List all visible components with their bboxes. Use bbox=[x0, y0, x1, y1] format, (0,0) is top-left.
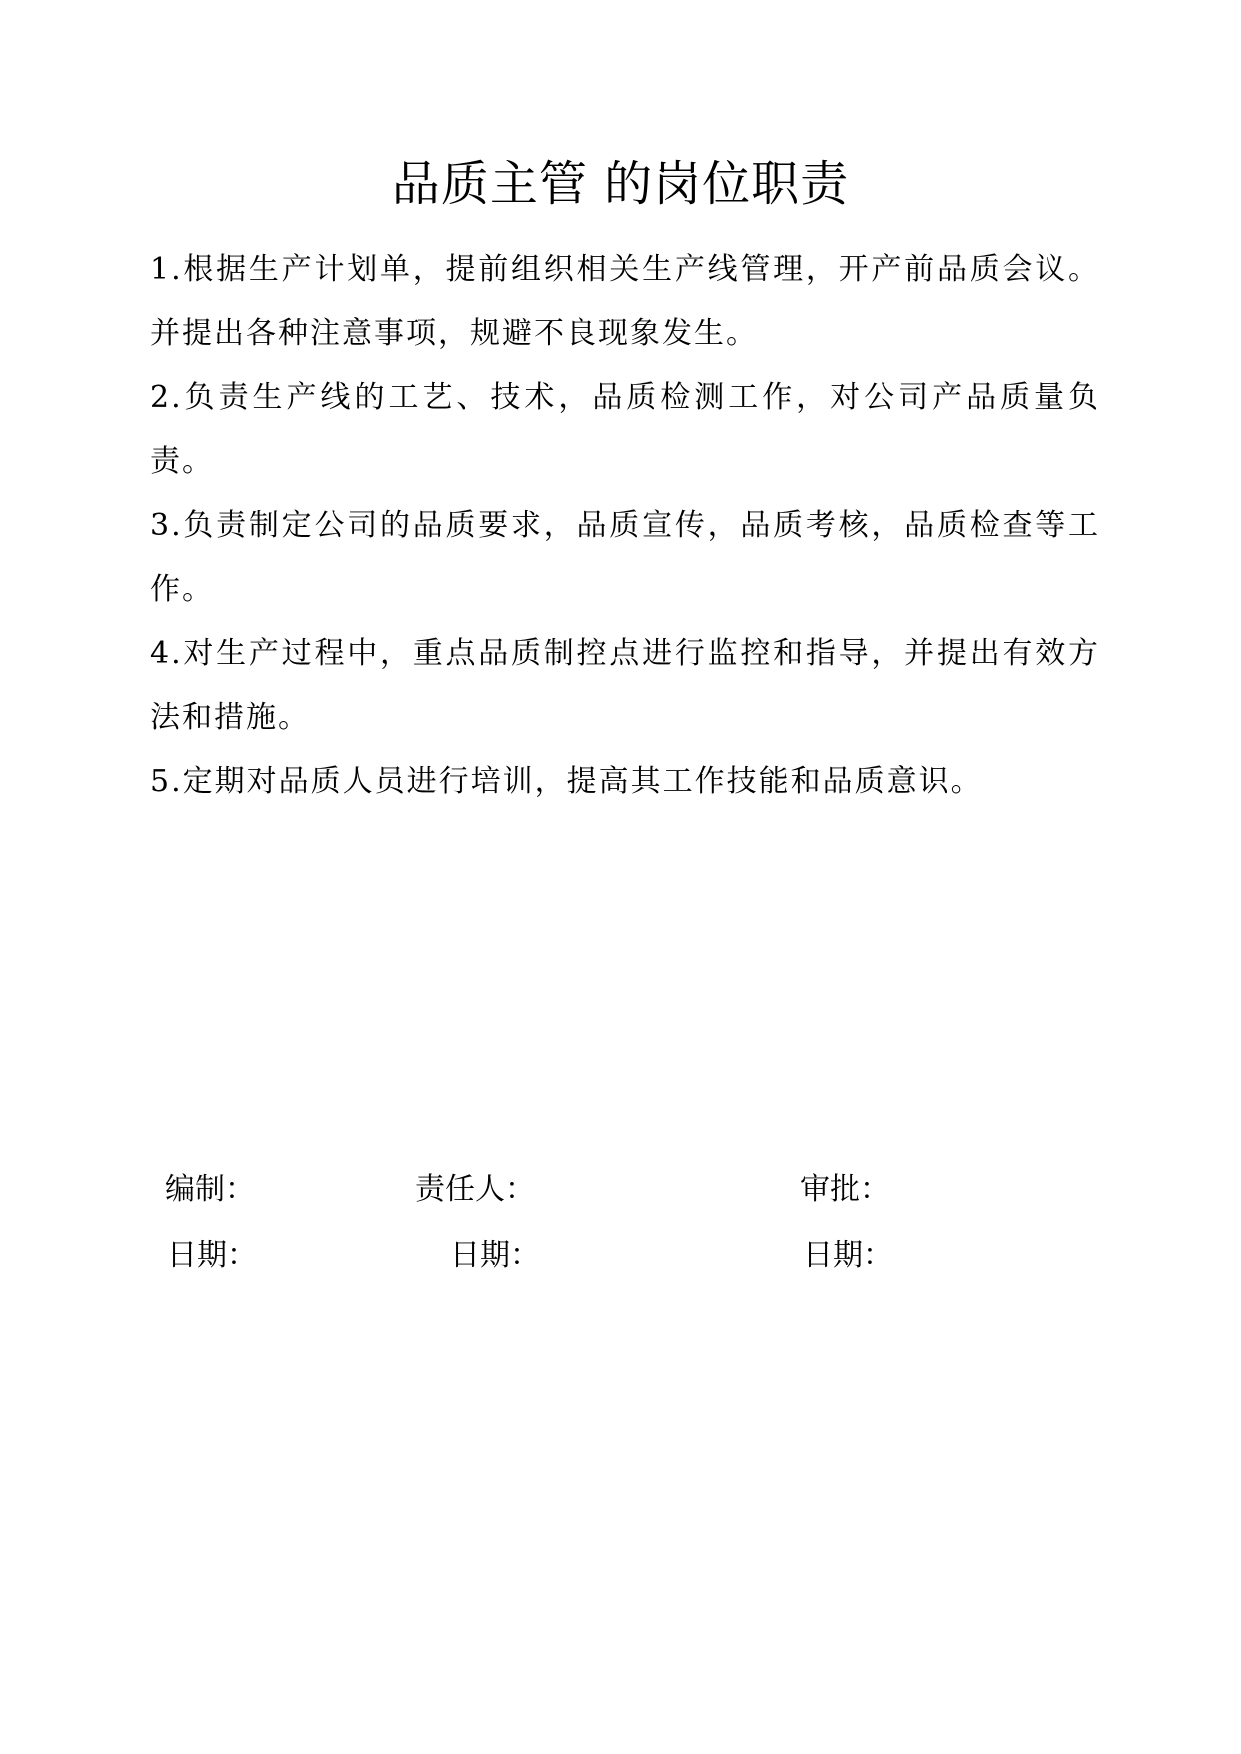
responsible-person-label: 责任人： bbox=[415, 1172, 535, 1207]
document-title: 品质主管 的岗位职责 bbox=[391, 156, 850, 212]
date-label-2: 日期： bbox=[450, 1238, 540, 1273]
approved-by-label: 审批： bbox=[800, 1172, 890, 1207]
date-label-1: 日期： bbox=[167, 1238, 257, 1273]
duty-item-5: 5.定期对品质人员进行培训，提高其工作技能和品质意识。 bbox=[150, 764, 983, 799]
duties-list bbox=[150, 238, 1100, 814]
prepared-by-label: 编制： bbox=[165, 1172, 255, 1207]
date-label-3: 日期： bbox=[803, 1238, 893, 1273]
duty-item-1: 1.根据生产计划单，提前组织相关生产线管理，开产前品质会议。并提出各种注意事项，规避不良现象发生。 bbox=[150, 252, 1100, 351]
duty-item-4: 4.对生产过程中，重点品质制控点进行监控和指导，并提出有效方法和措施。 bbox=[150, 636, 1100, 735]
duty-item-3: 3.负责制定公司的品质要求，品质宣传，品质考核，品质检查等工作。 bbox=[150, 508, 1100, 607]
duty-item-2: 2.负责生产线的工艺、技术，品质检测工作，对公司产品质量负责。 bbox=[150, 380, 1100, 479]
